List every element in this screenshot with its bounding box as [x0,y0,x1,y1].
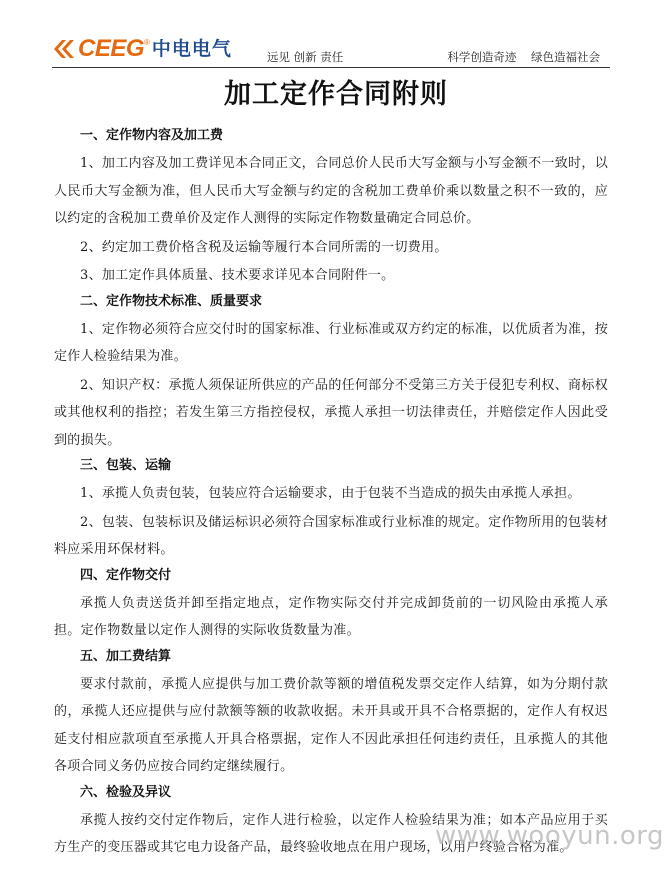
section-heading: 二、定作物技术标准、质量要求 [80,293,263,309]
paragraph: 1、定作物必须符合应交付时的国家标准、行业标准或双方约定的标准，以优质者为准，按定作人检验结果为准。 [54,321,608,364]
section-heading: 六、检验及异议 [80,784,172,800]
section-heading: 三、包装、运输 [80,458,172,473]
paragraph: 2、约定加工费价格含税及运输等履行本合同所需的一切费用。 [80,239,448,255]
document-title: 加工定作合同附则 [224,79,448,110]
registered-mark: ® [144,38,150,47]
paragraph: 2、知识产权：承揽人须保证所供应的产品的任何部分不受第三方关于侵犯专利权、商标权或其他权利的指控；若发生第三方指控侵权，承揽人承担一切法律责任，并赔偿定作人因此受到的损失。 [54,377,608,448]
logo-text-en: CEEG [78,35,145,62]
section-heading: 五、加工费结算 [80,648,172,664]
paragraph: 承揽人按约交付定作物后，定作人进行检验，以定作人检验结果为准；如本产品应用于买方生产的变压器或其它电力设备产品，最终验收地点在用户现场，以用户终验合格为准。 [54,812,608,855]
section-heading: 一、定作物内容及加工费 [80,128,224,143]
paragraph: 承揽人负责送货并卸至指定地点，定作物实际交付并完成卸货前的一切风险由承揽人承担。定作物数量以定作人测得的实际收货数量为准。 [54,595,608,638]
page-header [52,34,610,68]
paragraph: 3、加工定作具体质量、技术要求详见本合同附件一。 [80,268,395,283]
chevron-logo-icon [52,38,76,60]
header-divider [52,67,610,68]
document-body [54,125,608,863]
slogan-right: 科学创造奇迹 绿色造福社会 [447,50,600,64]
slogan-left: 远见 创新 责任 [267,50,344,64]
paragraph: 2、包装、包装标识及储运标识必须符合国家标准或行业标准的规定。定作物所用的包装材料应采用环保材料。 [54,514,608,557]
paragraph: 要求付款前，承揽人应提供与加工费价款等额的增值税发票交定作人结算，如为分期付款的，承揽人还应提供与应付款额等额的收款收据。未开具或开具不合格票据的，定作人有权迟延支付相应款项直至承揽人开具合格票据，定作人不因此承担任何违约责任，且承揽人的其他各项合同义务仍应按合同约定继续履行。 [54,676,608,774]
watermark: www.wooyun.org [434,821,664,851]
section-heading: 四、定作物交付 [80,567,172,583]
paragraph: 1、承揽人负责包装，包装应符合运输要求，由于包装不当造成的损失由承揽人承担。 [80,486,581,501]
paragraph: 1、加工内容及加工费详见本合同正文，合同总价人民币大写金额与小写金额不一致时，以人民币大写金额为准，但人民币大写金额与约定的含税加工费单价乘以数量之积不一致的，应以约定的含税加工费单价及定作人测得的实际定作物数量确定合同总价。 [54,156,608,226]
logo-text-cn: 中电电气 [151,38,232,60]
ceeg-logo [52,34,232,64]
